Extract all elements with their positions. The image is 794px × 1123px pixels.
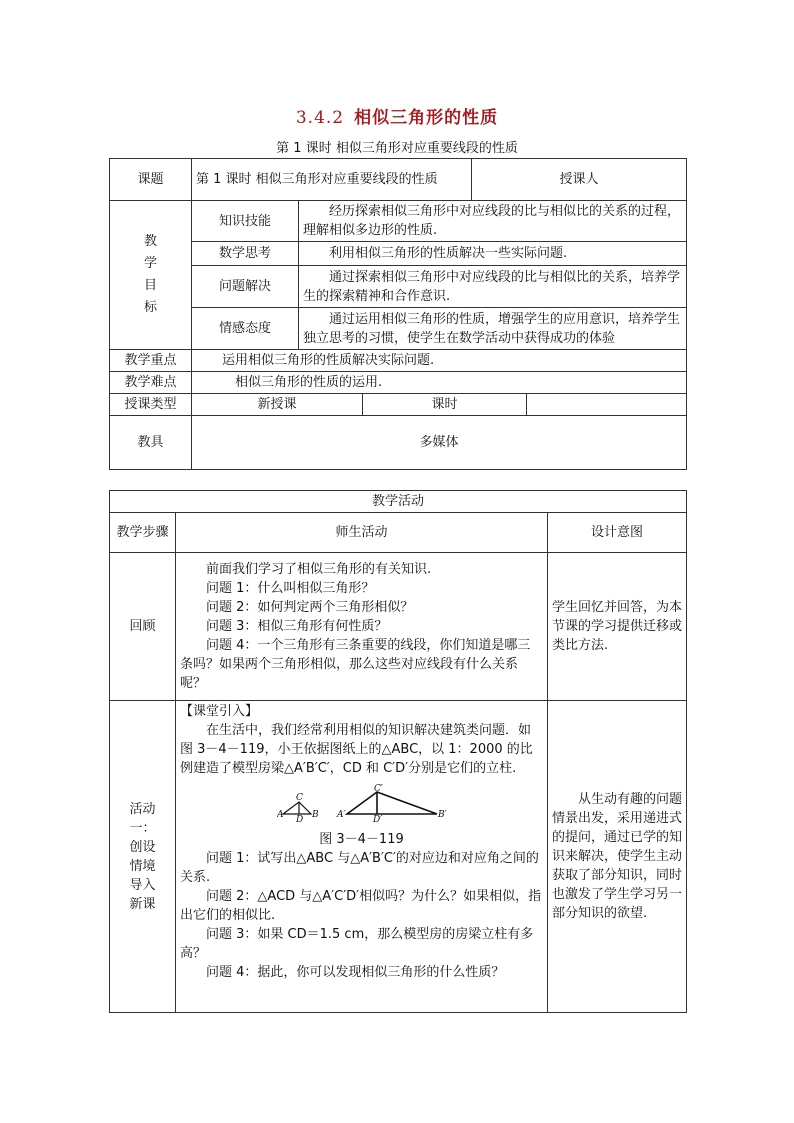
label-B: B	[311, 810, 319, 820]
lesson-info-table	[109, 158, 687, 470]
activity1-heading: 【课堂引入】	[180, 704, 259, 719]
goal-text: 利用相似三角形的性质解决一些实际问题.	[299, 242, 687, 266]
review-line: 前面我们学习了相似三角形的有关知识.	[206, 562, 432, 577]
goal-label: 问题解决	[192, 266, 299, 308]
goals-label: 教 学 目 标	[110, 201, 192, 350]
activity1-content	[176, 701, 548, 1013]
review-intent: 学生回忆并回答，为本节课的学习提供迁移或类比方法.	[548, 553, 687, 701]
header-intent: 设计意图	[548, 513, 687, 553]
review-step: 回顾	[110, 553, 176, 701]
teacher-label: 授课人	[559, 172, 599, 187]
key-point: 运用相似三角形的性质解决实际问题.	[192, 350, 687, 372]
review-line: 问题 1：什么叫相似三角形？	[206, 581, 375, 596]
goal-text: 通过运用相似三角形的性质，增强学生的应用意识，培养学生独立思考的习惯，使学生在数学活动中获得成功的体验	[299, 308, 687, 350]
review-line: 问题 4：一个三角形有三条重要的线段，你们知道是哪三条吗？如果两个三角形相似，那么这些对应线段有什么关系呢？	[180, 638, 531, 691]
similar-triangles-figure	[180, 784, 543, 828]
goal-label: 情感态度	[192, 308, 299, 350]
hours-value	[527, 394, 687, 416]
goal-text: 通过探索相似三角形中对应线段的比与相似比的关系，培养学生的探索精神和合作意识.	[299, 266, 687, 308]
topic-value: 第 1 课时 相似三角形对应重要线段的性质	[192, 159, 472, 201]
header-step: 教学步骤	[110, 513, 176, 553]
label-D: D	[295, 815, 303, 822]
activity1-intro: 在生活中，我们经常利用相似的知识解决建筑类问题．如图 3－4－119，小王依据图纸上的△ABC，以 1：2000 的比例建造了模型房梁△A′B′C′，CD 和 C′D′分别是它们的立柱.	[180, 723, 533, 776]
activity-caption: 教学活动	[110, 491, 687, 513]
lesson-type: 新授课	[192, 394, 363, 416]
question: 问题 3：如果 CD＝1.5 cm，那么模型房的房梁立柱有多高？	[180, 927, 534, 961]
label-B-prime: B′	[437, 810, 447, 820]
review-line: 问题 2：如何判定两个三角形相似？	[206, 600, 414, 615]
review-line: 问题 3：相似三角形有何性质？	[206, 619, 388, 634]
label-D-prime: D′	[372, 815, 382, 822]
review-content	[176, 553, 548, 701]
page-title	[0, 103, 794, 128]
activity-table	[109, 490, 687, 1013]
tools-value: 多媒体	[192, 416, 687, 470]
header-activity: 师生活动	[176, 513, 548, 553]
label-C: C	[295, 793, 303, 803]
label-A-prime: A′	[336, 810, 346, 820]
question: 问题 4：据此，你可以发现相似三角形的什么性质？	[206, 965, 505, 980]
section-number: 3.4.2	[295, 108, 345, 128]
question: 问题 1：试写出△ABC 与△A′B′C′的对应边和对应角之间的关系.	[180, 851, 539, 885]
hours-label: 课时	[363, 394, 527, 416]
activity1-intent: 从生动有趣的问题情景出发，采用递进式的提问，通过已学的知识来解决，使学生主动获取了部分知识，同时也激发了学生学习另一部分知识的欲望.	[548, 701, 687, 1013]
goal-label: 数学思考	[192, 242, 299, 266]
figure-caption: 图 3－4－119	[319, 832, 404, 847]
activity1-step: 活动 一： 创设 情境 导入 新课	[110, 701, 176, 1013]
section-title: 相似三角形的性质	[354, 108, 499, 128]
topic-label: 课题	[110, 159, 192, 201]
key-point-label: 教学重点	[110, 350, 192, 372]
difficulty-label: 教学难点	[110, 372, 192, 394]
goal-text: 经历探索相似三角形中对应线段的比与相似比的关系的过程，理解相似多边形的性质.	[299, 201, 687, 242]
lesson-subtitle: 第 1 课时 相似三角形对应重要线段的性质	[276, 141, 518, 156]
question: 问题 2：△ACD 与△A′C′D′相似吗？为什么？如果相似，指出它们的相似比.	[180, 889, 542, 923]
difficulty: 相似三角形的性质的运用.	[192, 372, 687, 394]
label-A: A	[276, 810, 283, 820]
tools-label: 教具	[110, 416, 192, 470]
label-C-prime: C′	[373, 784, 383, 794]
lesson-type-label: 授课类型	[110, 394, 192, 416]
teacher-cell	[472, 159, 687, 201]
triangles-diagram	[277, 784, 447, 822]
goal-label: 知识技能	[192, 201, 299, 242]
